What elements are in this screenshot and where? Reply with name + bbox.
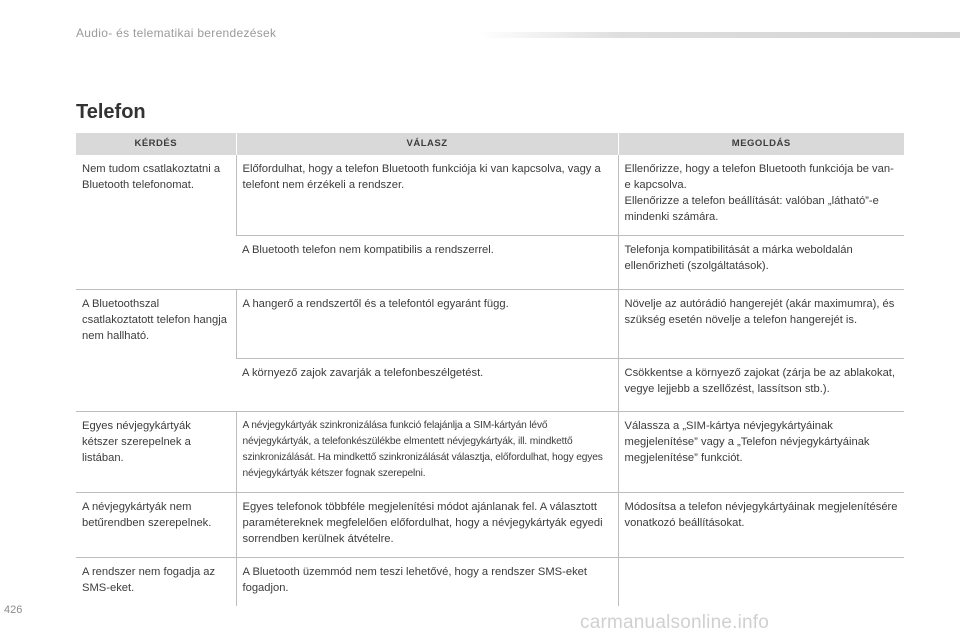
solution-line: Telefonja kompatibilitását a márka weboldalán ellenőrizheti (szolgáltatások). [624,244,853,272]
watermark: carmanualsonline.info [580,612,770,633]
table-header-row [76,133,904,155]
question-cell: A rendszer nem fogadja az SMS-eket. [76,558,236,607]
question-cell: Nem tudom csatlakoztatni a Bluetooth telefonomat. [82,163,221,191]
table-row [76,493,904,558]
table-row [76,155,904,236]
section-header-title: Audio- és telematikai berendezések [76,26,277,40]
faq-table [76,133,904,606]
solution-line: Ellenőrizze a telefon beállítását: valóban „látható”-e mindenki számára. [624,195,879,223]
solution-line: Növelje az autórádió hangerejét (akár maximumra), és szükség esetén növelje a telefon hangerejét is. [624,298,895,326]
answer-cell: A Bluetooth telefon nem kompatibilis a rendszerrel. [236,236,618,290]
solution-line: Válassza a „SIM-kártya névjegykártyáinak megjelenítése” vagy a „Telefon névjegykártyáinak megjelenítése” funkciót. [624,420,870,464]
answer-cell: Előfordulhat, hogy a telefon Bluetooth funkciója ki van kapcsolva, vagy a telefont nem érzékeli a rendszer. [236,155,618,236]
answer-cell: A névjegykártyák szinkronizálása funkció felajánlja a SIM-kártyán lévő névjegykártyák, a telefonkészülékbe elmentett névjegykártyák, ill. mindkettő szinkronizálását. Ha mindkettő szinkronizálását választja, előfordulhat, hogy egyes névjegykártyák kétszer fognak szerepelni. [236,412,618,493]
answer-cell: A Bluetooth üzemmód nem teszi lehetővé, hogy a rendszer SMS-eket fogadjon. [236,558,618,607]
table-row [76,290,904,359]
page-number: 426 [4,604,23,616]
solution-cell [618,290,904,359]
solution-line: Ellenőrizze, hogy a telefon Bluetooth funkciója be van-e kapcsolva. [624,163,894,191]
solution-cell [618,412,904,493]
question-cell: Egyes névjegykártyák kétszer szerepelnek a listában. [76,412,236,493]
question-cell: A névjegykártyák nem betűrendben szerepelnek. [76,493,236,558]
solution-line: Csökkentse a környező zajokat (zárja be az ablakokat, vegye lejjebb a szellőzést, lassítson stb.). [624,367,896,395]
answer-cell: A hangerő a rendszertől és a telefontól egyaránt függ. [236,290,618,359]
column-header-solution: MEGOLDÁS [618,133,904,155]
table-row [76,412,904,493]
solution-cell [618,558,904,607]
header-decorative-bar [478,32,960,38]
solution-line: Módosítsa a telefon névjegykártyáinak megjelenítésére vonatkozó beállításokat. [624,501,898,529]
answer-cell: A környező zajok zavarják a telefonbeszélgetést. [236,359,618,412]
answer-cell: Egyes telefonok többféle megjelenítési módot ajánlanak fel. A választott paramétereknek megfelelően előfordulhat, hogy a névjegykártyák egyedi sorrendben kerülnek átvételre. [236,493,618,558]
column-header-answer: VÁLASZ [236,133,618,155]
column-header-question: KÉRDÉS [76,133,236,155]
question-cell: A Bluetoothszal csatlakoztatott telefon hangja nem hallható. [76,290,236,412]
table-row [76,558,904,607]
solution-cell [618,359,904,412]
solution-cell [618,493,904,558]
page-title: Telefon [76,101,146,123]
solution-cell [618,236,904,290]
solution-cell [618,155,904,236]
